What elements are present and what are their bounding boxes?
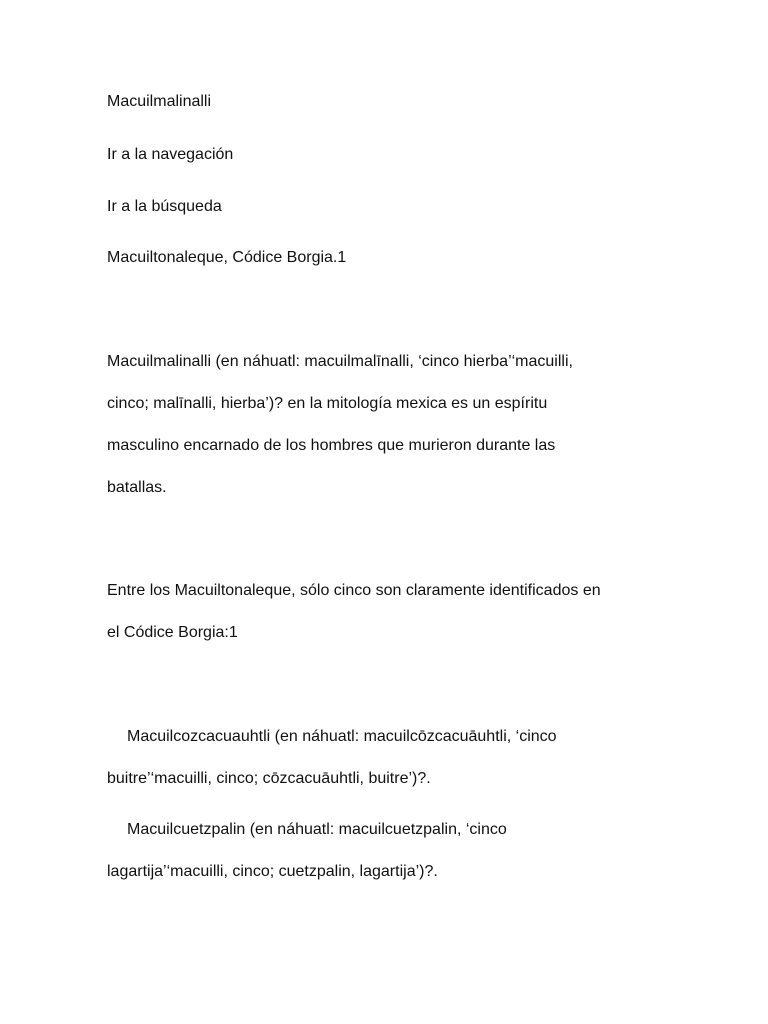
list-item-second-line: buitre’‘macuilli, cinco; cōzcacuāuhtli, buitre’)?.	[107, 770, 431, 787]
navigation-link[interactable]: Ir a la navegación	[107, 146, 234, 163]
page-title: Macuilmalinalli	[107, 93, 212, 110]
intro-paragraph-line-4: batallas.	[107, 479, 167, 496]
intro-paragraph-line-2: cinco; malīnalli, hierba’)? en la mitología mexica es un espíritu	[107, 395, 548, 412]
second-paragraph-line-2: el Códice Borgia:1	[107, 624, 238, 641]
list-item-first-line: Macuilcuetzpalin (en náhuatl: macuilcuetzpalin, ‘cinco	[127, 821, 507, 838]
search-link[interactable]: Ir a la búsqueda	[107, 198, 222, 215]
intro-paragraph-line-3: masculino encarnado de los hombres que murieron durante las	[107, 437, 556, 454]
list-item-second-line: lagartija’‘macuilli, cinco; cuetzpalin, lagartija’)?.	[107, 863, 438, 880]
image-caption: Macuiltonaleque, Códice Borgia.1	[107, 249, 347, 266]
second-paragraph-line-1: Entre los Macuiltonaleque, sólo cinco son claramente identificados en	[107, 582, 601, 599]
intro-paragraph-line-1: Macuilmalinalli (en náhuatl: macuilmalīnalli, ‘cinco hierba’‘macuilli,	[107, 353, 573, 370]
list-item-first-line: Macuilcozcacuauhtli (en náhuatl: macuilcōzcacuāuhtli, ‘cinco	[127, 728, 557, 745]
